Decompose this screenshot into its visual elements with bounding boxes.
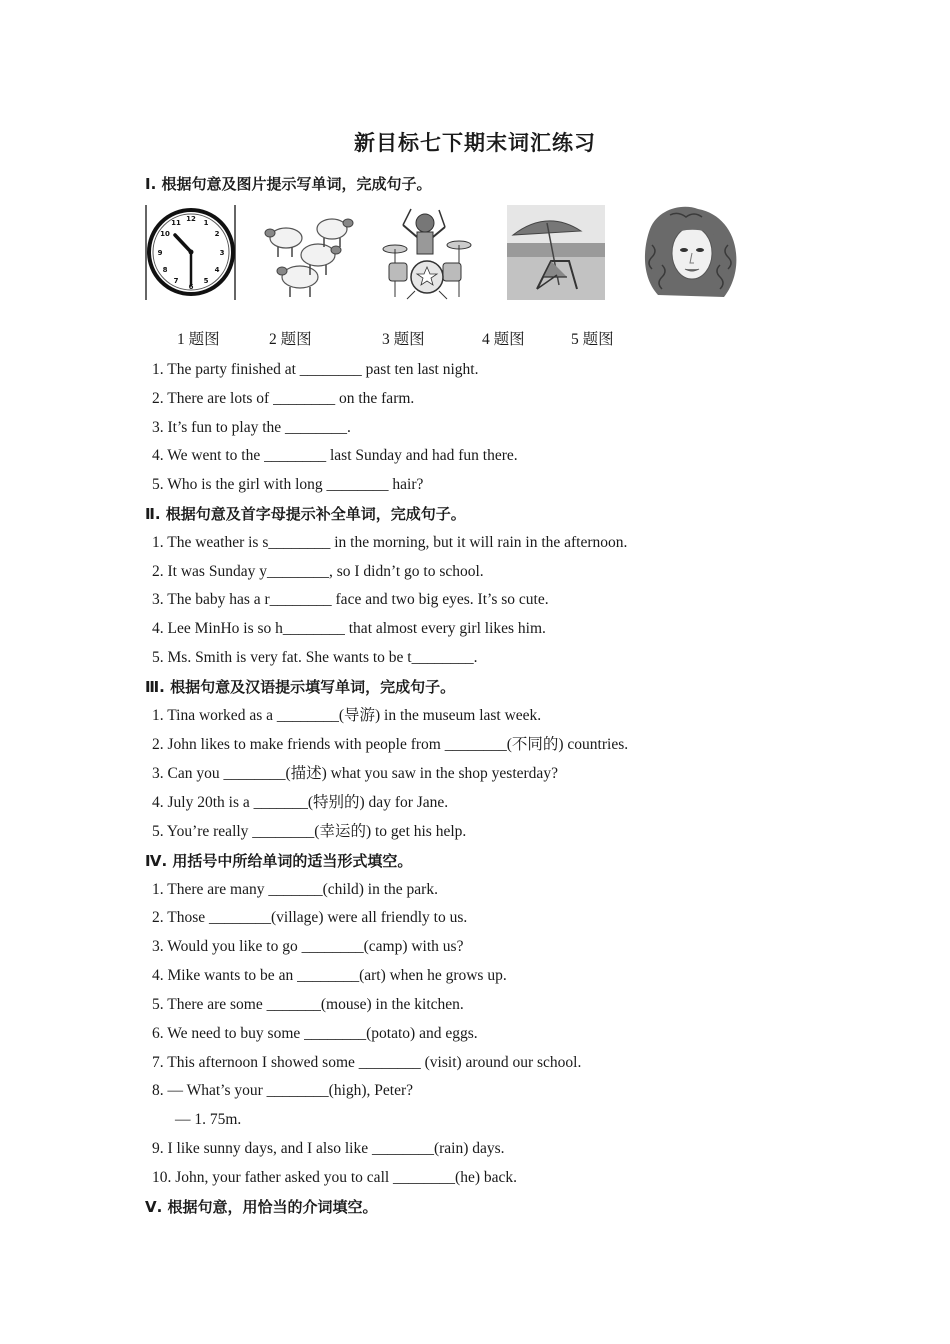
page-title: 新目标七下期末词汇练习 bbox=[354, 131, 596, 155]
svg-text:6: 6 bbox=[188, 283, 194, 291]
s2-question-2: 2. It was Sunday y________, so I didn’t go to school. bbox=[152, 563, 484, 580]
s1-question-3: 3. It’s fun to play the ________. bbox=[152, 419, 351, 436]
s1-question-2: 2. There are lots of ________ on the farm. bbox=[152, 390, 415, 407]
section-4-heading: Ⅳ. 用括号中所给单词的适当形式填空。 bbox=[145, 852, 413, 870]
s4-question-3: 3. Would you like to go ________(camp) with us? bbox=[152, 938, 464, 955]
svg-text:5: 5 bbox=[203, 277, 209, 285]
section-5-heading: Ⅴ. 根据句意，用恰当的介词填空。 bbox=[145, 1198, 378, 1216]
s4-question-10: 10. John, your father asked you to call ________(he) back. bbox=[152, 1169, 518, 1186]
drummer-icon bbox=[381, 205, 473, 300]
s2-question-1: 1. The weather is s________ in the morning, but it will rain in the afternoon. bbox=[152, 534, 628, 551]
caption-2: 2 题图 bbox=[269, 331, 312, 348]
svg-text:11: 11 bbox=[171, 219, 181, 227]
s1-question-1: 1. The party finished at ________ past ten last night. bbox=[152, 361, 479, 378]
s2-question-3: 3. The baby has a r________ face and two big eyes. It’s so cute. bbox=[152, 591, 549, 608]
s2-question-5: 5. Ms. Smith is very fat. She wants to be t________. bbox=[152, 649, 478, 666]
s4-question-8-answer: — 1. 75m. bbox=[175, 1111, 242, 1128]
svg-text:3: 3 bbox=[219, 249, 225, 257]
caption-3: 3 题图 bbox=[382, 331, 425, 348]
s1-question-5: 5. Who is the girl with long ________ hair? bbox=[152, 476, 424, 493]
sheep-icon bbox=[262, 205, 356, 300]
s4-question-1: 1. There are many _______(child) in the park. bbox=[152, 881, 438, 898]
section-2-heading: Ⅱ. 根据句意及首字母提示补全单词，完成句子。 bbox=[145, 505, 466, 523]
s4-question-5: 5. There are some _______(mouse) in the kitchen. bbox=[152, 996, 464, 1013]
section-1-heading: Ⅰ. 根据句意及图片提示写单词，完成句子。 bbox=[145, 175, 432, 193]
s4-question-4: 4. Mike wants to be an ________(art) when he grows up. bbox=[152, 967, 507, 984]
svg-text:7: 7 bbox=[173, 277, 179, 285]
beach-chair-icon bbox=[507, 205, 605, 300]
svg-text:12: 12 bbox=[186, 215, 196, 223]
s3-question-1: 1. Tina worked as a ________(导游) in the museum last week. bbox=[152, 707, 542, 724]
s4-question-9: 9. I like sunny days, and I also like ________(rain) days. bbox=[152, 1140, 505, 1157]
s3-question-3: 3. Can you ________(描述) what you saw in the shop yesterday? bbox=[152, 765, 558, 782]
caption-1: 1 题图 bbox=[177, 331, 220, 348]
s3-question-4: 4. July 20th is a _______(特别的) day for Jane. bbox=[152, 794, 449, 811]
s4-question-2: 2. Those ________(village) were all friendly to us. bbox=[152, 909, 468, 926]
s4-question-7: 7. This afternoon I showed some ________ (visit) around our school. bbox=[152, 1054, 582, 1071]
s1-question-4: 4. We went to the ________ last Sunday and had fun there. bbox=[152, 447, 518, 464]
section-3-heading: Ⅲ. 根据句意及汉语提示填写单词，完成句子。 bbox=[145, 678, 456, 696]
s3-question-2: 2. John likes to make friends with people from ________(不同的) countries. bbox=[152, 736, 629, 753]
caption-4: 4 题图 bbox=[482, 331, 525, 348]
svg-text:10: 10 bbox=[160, 230, 170, 238]
svg-text:8: 8 bbox=[162, 266, 168, 274]
s4-question-8: 8. — What’s your ________(high), Peter? bbox=[152, 1082, 414, 1099]
clock-icon bbox=[145, 205, 237, 300]
s4-question-6: 6. We need to buy some ________(potato) and eggs. bbox=[152, 1025, 478, 1042]
woman-curly-hair-icon bbox=[640, 205, 744, 300]
svg-text:2: 2 bbox=[214, 230, 220, 238]
s3-question-5: 5. You’re really ________(幸运的) to get his help. bbox=[152, 823, 467, 840]
caption-5: 5 题图 bbox=[571, 331, 614, 348]
svg-text:4: 4 bbox=[214, 266, 220, 274]
s2-question-4: 4. Lee MinHo is so h________ that almost every girl likes him. bbox=[152, 620, 546, 637]
svg-text:1: 1 bbox=[203, 219, 209, 227]
svg-text:9: 9 bbox=[157, 249, 163, 257]
